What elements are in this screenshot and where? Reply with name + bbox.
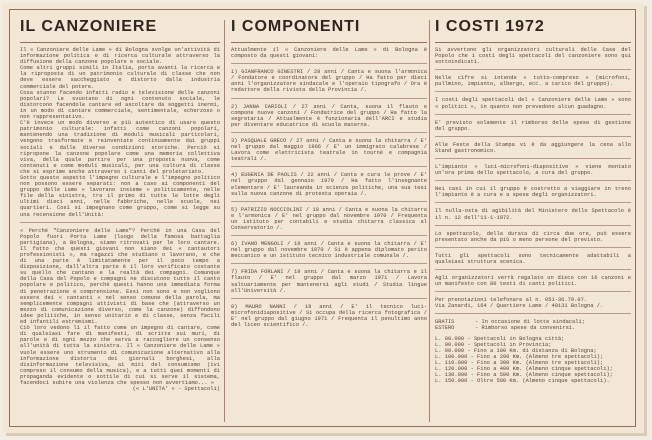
price-item: L. 150.000 - Oltre 500 Km. (Almeno cinque spettacoli). [435, 378, 610, 385]
member-entry: 2) JANNA CARIOLI / 27 anni / Canta, suona il flauto e compone nuove canzoni / Fondatrice del gruppo / Ha fatto la segretaria / Attualmente è funzionaria dell'ARCI e studia per diventare educatrice di scuola materna. [231, 103, 427, 128]
costi-paragraph: Tutti gli spettacoli sono tecnicamente adattabili a qualsiasi struttura scenica. [435, 252, 631, 265]
costi-paragraph: Agli organizzatori verrà regalato un disco con 16 canzoni e un manifesto con 80 testi di canti politici. [435, 274, 631, 288]
canzoniere-paragraph: Come altri gruppi simili in Italia, porta avanti la ricerca e la riproposta di un patrimonio culturale di classe che non deve essere saccheggiato e distorto dalla industria commerciale del potere. [20, 65, 220, 90]
section-divider [435, 269, 631, 270]
section-divider [435, 136, 631, 137]
price-item: L. 90.000 - Spettacoli in Provincia; [435, 341, 552, 348]
canzoniere-paragraph: Sotto questo aspetto l'impegno culturale e l'impegno politico non possono essere separati: non a caso ai componenti del gruppo delle Lame « lavorano insieme » politicamente, nelle file della sinistra, tra il primo di tutte le lotte degli ultimi dieci anni, nelle fabbriche, nelle scuole, nei quartieri. Così si impegnano come gruppo, come si legge su una recensione dell'Unità: [20, 174, 220, 218]
section-divider [231, 201, 427, 202]
costi-paragraph: Il nulla-osta di agibilità del Ministero dello Spettacolo è il n. 12 dell'11-1-1972. [435, 208, 631, 221]
costi-paragraph: Nei casi in cui il gruppo è costretto a viaggiare in treno l'impianto è a cura e a spese degli organizzatori. [435, 186, 631, 199]
section-divider [435, 180, 631, 181]
costi-paragraph: Si avvertono gli organizzatori culturali delle Case del Popolo che i costi degli spettacoli del canzoniere sono qui sottoindicati. [435, 47, 631, 66]
costi-paragraph: L'impianto « luci-microfoni-diapositive » viene montato un'ora prima dello spettacolo, a cura del gruppo. [435, 164, 631, 177]
section-divider [435, 69, 631, 70]
price-item: L. 90.000 - Fino a 100 Km. di distanza di Bologna; [435, 347, 597, 354]
unita-quote: « Perchè "Canzoniere delle Lame"? Perchè in una Casa del Popolo fuori Porta Lame (luogo della famosa battaglia partigiana), a Bologna, siamo ritrovati per le loro cantare. Il fatto che questi giovani non siano dei « cantautori professionisti », ma ragazzi che studiano o lavorano, e che di una parte è limitatamente per il poco tempo a disposizione, dall'altra parte è il loro verificato costante su quello che cantano e la realtà dei compagni. Comunque della Casa del Popolo e compagni ne discutono tutto il canto popolare e politico, perchè questi hanno una immediata forma di penetrazione e comprensione. Essi non sono e non vogliono essere dei « cantanti » nel senso comune della parola, ma semplicemente compagni attivisti di base che (attraverso un mezzo di comunicazione diverso, come la canzone) diffondono idee politiche, in senso unitario e di classe, senza facili ed infantili estremismi. [20, 227, 220, 326]
estero-text: - Rimborso spese da convenirsi. [475, 325, 576, 332]
canzoniere-column [20, 18, 220, 392]
column-divider-1 [224, 20, 225, 422]
costi-paragraph: Alle Feste della Stampa vi è da aggiungere la cena allo Stand gastronomico. [435, 141, 631, 154]
section-divider [435, 225, 631, 226]
gratis-label: GRATIS [435, 319, 455, 326]
section-divider [231, 166, 427, 167]
section-divider [435, 91, 631, 92]
member-entry: 5) PATRIZIO NOCCIOLINI / 18 anni / Canta e suona la chitarra e l'armonica / E' nel gruppo dal novembre 1970 / Frequenta un istituto per contabili e studia chitarra classica al Conservatorio /. [231, 206, 427, 231]
section-divider [231, 98, 427, 99]
unita-quote: Ciò loro vedono lì il fatto come un impegno di cantare, come di qualsiasi fare di manifesti, di scritte sui muri, di parole e di ogni mezzo che serva a raccogliere un consenso all'unità di tutta la sinistra. Il « Canzoniere delle Lame » vuole essere uno strumento di comunicazione alternativo alla informazione distorta dei giornali borghesi, alla disinformazione televisiva, ai miti del consumismo (ivi compreso il consumo della musica), e a tutti quei momenti di propaganda evidente o sottile di cui si serve il sistema, facendoci subire una violenza che spesso non avvertiamo... » [20, 325, 220, 386]
price-list [435, 336, 631, 385]
costi-paragraph: E' previsto solamente il rimborso delle spese di gestione del gruppo. [435, 119, 631, 132]
member-entry: 4) EUGENIA DE PAOLIS / 22 anni / Canta e cura le prove / E' nel gruppo dal gennaio 1970 / Ha fatto l'insegnante elementare / E' laureanda in scienze politiche, una sua tesi sulla nuova canzone di protesta operaia /. [231, 172, 427, 197]
estero-label: ESTERO [435, 325, 455, 332]
canzoniere-paragraph: C'è invece un modo diverso e più autentico di usare questo patrimonio culturale: infatti come canzoni popolari, mantenendo una tradizione di moduli musicali particolari, vengono trasformate e reinventate continuamente dai gruppi sociali e dalle diverse condizioni storiche. Perciò si ripropone la canzone popolare come una memoria collettiva viva, della quale partire per una proposta nuova, come contenuti e come moduli musicali, per una cultura di classe che si esprime anche attraverso i canti del proletariato. [20, 120, 220, 175]
section-divider [435, 158, 631, 159]
componenti-column [231, 18, 427, 328]
section-divider [435, 291, 631, 292]
costi-paragraph: Nelle cifre si intende « tutto-compreso » (microfoni, pullmino, impianto, albergo, ecc. a carico del gruppo). [435, 75, 631, 88]
canzoniere-title: IL CANZONIERE [20, 18, 220, 43]
section-divider [231, 263, 427, 264]
price-item: L. 120.000 - Fino a 400 Km. (Almeno cinque spettacoli); [435, 366, 613, 372]
price-item: L. 130.000 - Fino a 500 Km. (Almeno cinque spettacoli); [435, 372, 613, 379]
booking-address: Via Zanardi, 164 / Quartiere Lame / 40131 Bologna /. [435, 303, 604, 310]
canzoniere-paragraph: Cosa stanno facendo infatti radio e televisione delle canzoni popolari? Le svuotano di ogni contenuto sociale, le distorcono facendole cantare ed ascoltare da soggetti inermi, in un modo di cantare commerciale, sentimentale, scherzoso o non rappresentativo. [20, 89, 220, 121]
member-entry: 1) GIANFRANCO GINESTRI / 28 anni / Canta e suona l'armonica / Fondatore e coordinatore del gruppo / Ha fatto per dieci anni l'organizzatore sindacale e l'operaio tipografo / Ora è redattore della rivista della Provincia /. [231, 69, 427, 94]
price-item: L. 110.000 - Fino a 300 Km. (Almeno tre spettacoli); [435, 359, 604, 366]
componenti-intro: Attualmente il « Canzoniere delle Lame » di Bologna è composto da questi giovani: [231, 47, 427, 60]
section-divider [231, 132, 427, 133]
section-divider [435, 247, 631, 248]
booking-phone: Per prenotazioni telefonare al n. 051-36.79.07. [435, 297, 588, 304]
estero-row [435, 325, 631, 331]
member-entry: 7) FRIDA FORLANI / 19 anni / Canta e suona la chitarra e il flauto / E' nel gruppo dal marzo 1971 / Lavora saltuariamente per mantenersi agli studi / Studia lingue all'Università /. [231, 269, 427, 294]
price-item: L. 80.000 - Spettacoli in Bologna città; [435, 335, 565, 342]
section-divider [435, 202, 631, 203]
section-divider [20, 222, 220, 223]
quote-signature: (« L'UNITA' » - Spettacoli) [132, 386, 220, 393]
price-item: L. 100.000 - Fino a 200 Km. (Almeno tre spettacoli); [435, 353, 604, 360]
section-divider [231, 298, 427, 299]
member-entry: 3) PASQUALE GRECO / 27 anni / Canta e suona la chitarra / E' nel gruppo dal maggio 1966 / E' un immigrato calabrese / Lavora come elettricista teatrale in tourné e compagnia teatrali /. [231, 137, 427, 163]
componenti-title: I COMPONENTI [231, 18, 427, 43]
page-frame [9, 9, 636, 427]
gratis-text: - In occasione di lotte sindacali; [475, 319, 585, 326]
section-divider [231, 235, 427, 236]
costi-column [435, 18, 631, 384]
member-entry: 8) MAURO NANNI / 18 anni / E' il tecnico luci-microfonidiapositive / Si occupa della ricerca fotografica / E' nel gruppo dal giugno 1971 / Frequenta il penultimo anno del liceo scientifico /. [231, 303, 427, 328]
costi-paragraph: Lo spettacolo, della durata di circa due ore, può essere presentato anche da più o meno persone del previsto. [435, 230, 631, 243]
costi-paragraph: I costi degli spettacoli del « Canzoniere delle Lame » sono « politici », in quanto non prevedono alcun guadagno. [435, 97, 631, 110]
section-divider [435, 114, 631, 115]
section-divider [435, 313, 631, 314]
column-divider-2 [429, 20, 430, 422]
page-sheet [3, 3, 644, 433]
section-divider [231, 63, 427, 64]
member-entry: 6) IVANO MENGOLI / 19 anni / Canta e suona la chitarra / E' nel gruppo dal novembre 1970 / Si è appena diplomato perito meccanico e un istituto tecnico industriale comunale /. [231, 241, 427, 260]
canzoniere-paragraph: Il « Canzoniere delle Lame » di Bologna svolge un'attività di informazione politica e di ricerca culturale attraverso la diffusione della canzone popolare e sociale. [20, 47, 220, 66]
costi-title: I COSTI 1972 [435, 18, 631, 43]
